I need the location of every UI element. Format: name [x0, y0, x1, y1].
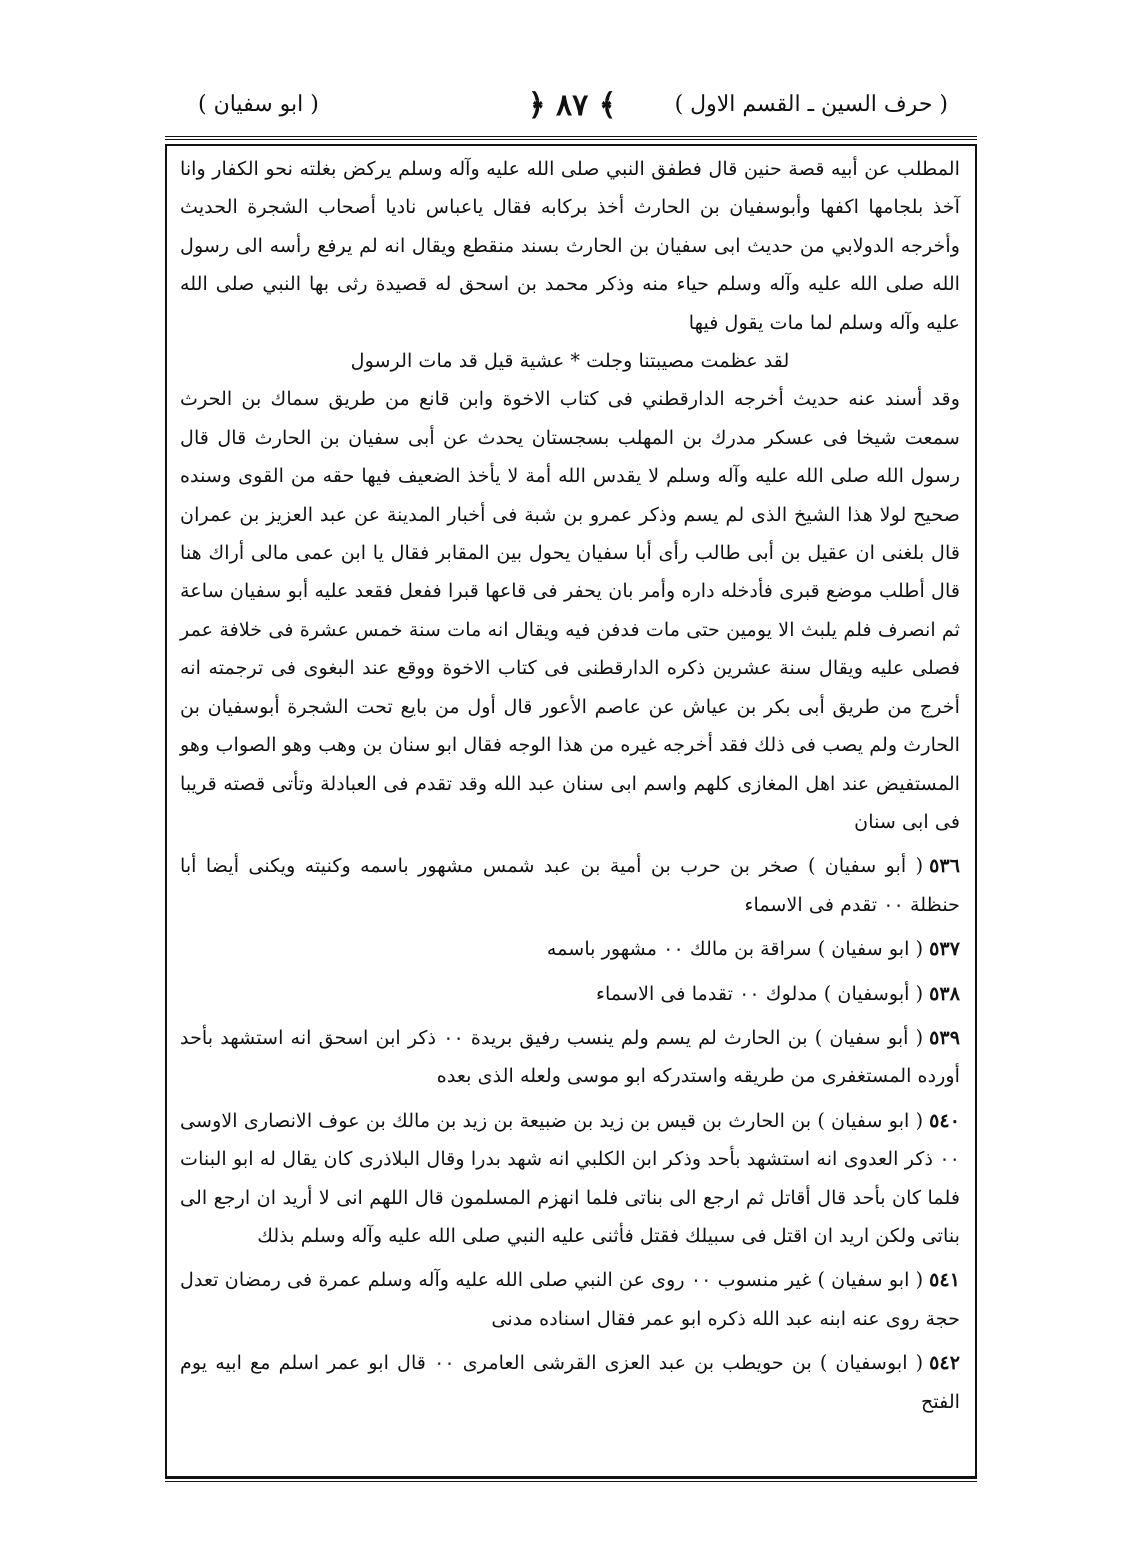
entry-number: ٥٣٦: [929, 854, 960, 878]
entry-number: ٥٣٨: [929, 981, 960, 1005]
entry-542: [180, 1344, 960, 1421]
entry-text: ( أبوسفيان ) مدلوك ٠٠ تقدما فى الاسماء: [596, 981, 924, 1005]
body-text: [180, 150, 960, 1421]
paragraph: وقد أسند عنه حديث أخرجه الدارقطني فى كتاب الاخوة وابن قانع من طريق سماك بن الحرث سمعت شيخا فى عسكر مدرك بن المهلب بسجستان يحدث عن أبى سفيان بن الحارث قال قال رسول الله صلى الله عليه وآله وسلم لا يقدس الله أمة لا يأخذ الضعيف فيها حقه من القوى وسنده صحيح لولا هذا الشيخ الذى لم يسم وذكر عمرو بن شبة فى أخبار المدينة عن عبد العزيز بن عمران قال بلغنى ان عقيل بن أبى طالب رأى أبا سفيان يحول بين المقابر فقال يا ابن عمى مالى أراك هنا قال أطلب موضع قبرى فأدخله داره وأمر بان يحفر فى قاعها قبرا ففعل فقعد عليه أبو سفيان ساعة ثم انصرف فلم يلبث الا يومين حتى مات فدفن فيه ويقال انه مات سنة خمس عشرة فى خلافة عمر فصلى عليه ويقال سنة عشرين ذكره الدارقطنى فى كتاب الاخوة ووقع عند البغوى فى ترجمته انه أخرج من طريق أبى بكر بن عياش عن عاصم الأعور قال أول من بايع تحت الشجرة أبوسفيان بن الحارث ولم يصب فى ذلك فقد أخرجه غيره من هذا الوجه فقال ابو سنان بن وهب وهو الصواب وهو المستفيض عند اهل المغازى كلهم واسم ابى سنان عبد الله وقد تقدم فى العبادلة وتأتى قصته قريبا فى ابى سنان: [180, 387, 960, 833]
footer-rule: [165, 1478, 977, 1482]
page-header: [168, 88, 968, 130]
entry-number: ٥٤٢: [929, 1351, 961, 1375]
entry-number: ٥٣٩: [929, 1025, 960, 1049]
entry-number: ٥٤١: [929, 1268, 960, 1292]
entry-text: ( ابوسفيان ) بن حويطب بن عبد العزى القرشى العامرى ٠٠ قال ابو عمر اسلم مع ابيه يوم الفتح: [180, 1351, 960, 1413]
entry-number: ٥٤٠: [929, 1108, 960, 1132]
entry-text: ( ابو سفيان ) بن الحارث بن قيس بن زيد بن ضبيعة بن زيد بن مالك بن عوف الانصارى الاوسى ٠٠ ذكر العدوى انه استشهد بأحد وذكر ابن الكلبي انه شهد بدرا وقال البلاذرى كان يقال له ابو البنات فلما كان بأحد قال أقاتل ثم ارجع الى بناتى فلما انهزم المسلمون قال اللهم انى لا أريد ان ارجع الى بناتى ولكن اريد ان اقتل فى سبيلك فقتل فأثنى عليه النبي صلى الله عليه وآله وسلم بذلك: [180, 1108, 960, 1247]
page-number: ﴿ ٨٧ ﴾: [528, 88, 617, 123]
entry-536: [180, 847, 960, 924]
poem-verse: لقد عظمت مصيبتنا وجلت * عشية قيل قد مات الرسول: [350, 349, 790, 373]
entry-text: ( ابو سفيان ) سراقة بن مالك ٠٠ مشهور باسمه: [546, 937, 924, 961]
entry-537: [180, 930, 960, 968]
entry-text: ( ابو سفيان ) غير منسوب ٠٠ روى عن النبي صلى الله عليه وآله وسلم عمرة فى رمضان تعدل حجة روى عنه ابنه عبد الله ذكره ابو عمر فقال اسناده مدنى: [180, 1268, 960, 1330]
section-title: ( حرف السين ـ القسم الاول ): [674, 92, 948, 117]
header-rule: [165, 136, 977, 140]
running-head: ( ابو سفيان ): [198, 92, 319, 117]
entry-541: [180, 1261, 960, 1338]
entry-text: ( أبو سفيان ) بن الحارث لم يسم ولم ينسب رفيق بريدة ٠٠ ذكر ابن اسحق انه استشهد بأحد أورده المستغفرى من طريقه واستدركه ابو موسى ولعله الذى بعده: [180, 1025, 960, 1088]
entry-538: [180, 975, 960, 1013]
entry-540: [180, 1102, 960, 1256]
entry-539: [180, 1019, 960, 1096]
paragraph: المطلب عن أبيه قصة حنين قال فطفق النبي صلى الله عليه وآله وسلم يركض بغلته نحو الكفار وانا آخذ بلجامها اكفها وأبوسفيان بن الحارث أخذ بركابه فقال ياعباس ناديا أصحاب الشجرة الحديث وأخرجه الدولابي من حديث ابى سفيان بن الحارث بسند منقطع ويقال انه لم يرفع رأسه الى رسول الله صلى الله عليه وآله وسلم حياء منه وذكر محمد بن اسحق له قصيدة رثى بها النبي صلى الله عليه وآله وسلم لما مات يقول فيها: [180, 157, 960, 334]
entry-text: ( أبو سفيان ) صخر بن حرب بن أمية بن عبد شمس مشهور باسمه وكنيته ويكنى أيضا أبا حنظلة ٠٠ تقدم فى الاسماء: [180, 854, 960, 916]
entry-number: ٥٣٧: [929, 937, 960, 961]
